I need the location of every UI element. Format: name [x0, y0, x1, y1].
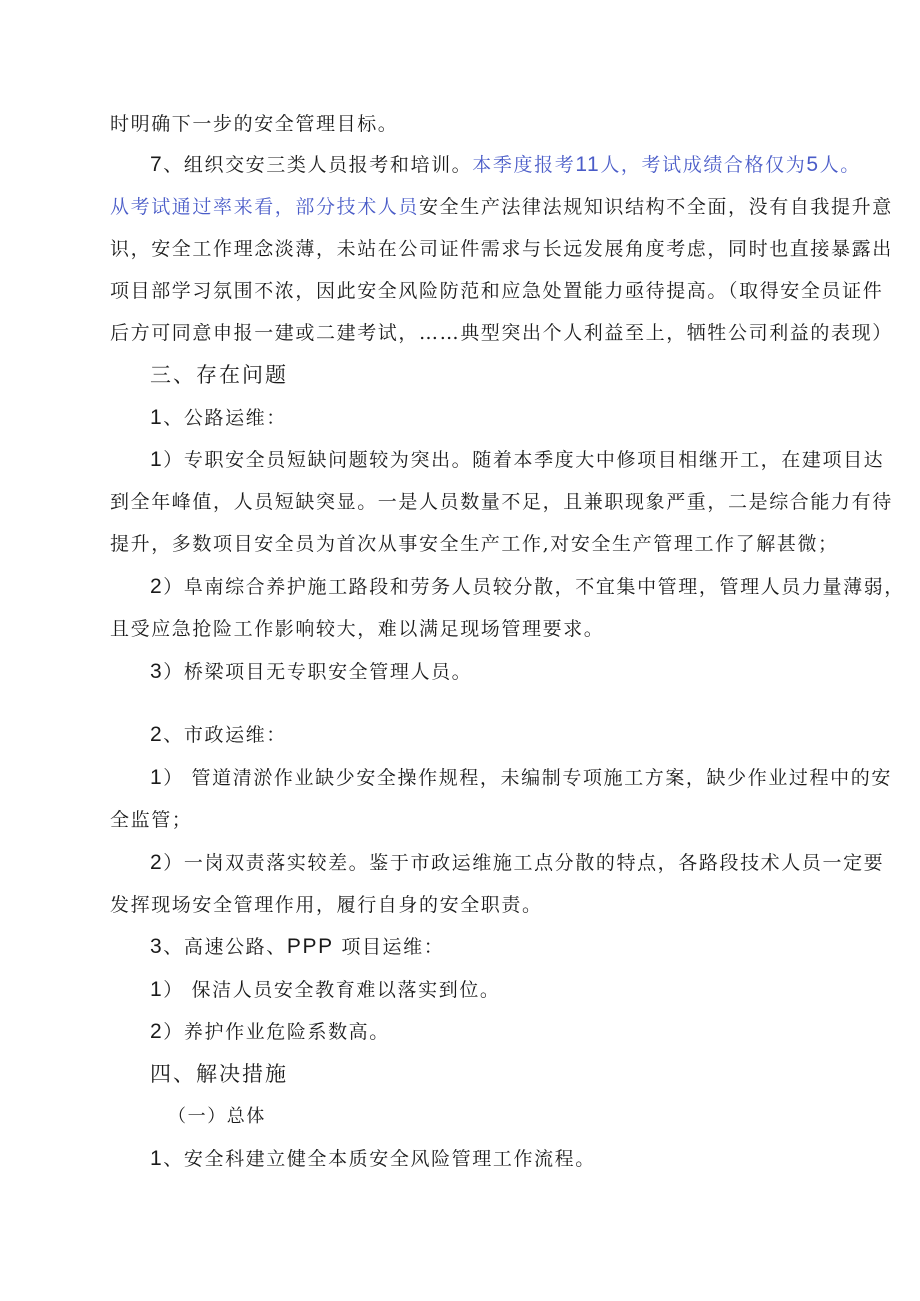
paragraph-item: 2）养护作业危险系数高。	[150, 1020, 390, 1043]
paragraph-line: 发挥现场安全管理作用，履行自身的安全职责。	[110, 894, 543, 916]
section-heading-4: 四、解决措施	[150, 1062, 288, 1086]
paragraph-item: 3）桥梁项目无专职安全管理人员。	[150, 660, 473, 683]
paragraph-line: 从考试通过率来看，部分技术人员安全生产法律法规知识结构不全面，没有自我提升意	[110, 196, 893, 218]
paragraph-item: 2）阜南综合养护施工路段和劳务人员较分散，不宜集中管理，管理人员力量薄弱，	[150, 575, 905, 598]
paragraph-item-7: 7、组织交安三类人员报考和培训。本季度报考11人，考试成绩合格仅为5人。	[150, 153, 861, 176]
paragraph-item: 1） 管道清淤作业缺少安全操作规程，未编制专项施工方案，缺少作业过程中的安	[150, 766, 892, 789]
paragraph-item: 1、安全科建立健全本质安全风险管理工作流程。	[150, 1147, 596, 1170]
section-heading-3: 三、存在问题	[150, 363, 288, 387]
subsection-heading: 3、高速公路、PPP 项目运维：	[150, 935, 445, 958]
paragraph-line: 提升，多数项目安全员为首次从事安全生产工作,对安全生产管理工作了解甚微；	[110, 533, 839, 555]
paragraph-line: 项目部学习氛围不浓，因此安全风险防范和应急处置能力亟待提高。（取得安全员证件	[110, 280, 884, 302]
paragraph-line: 全监管；	[110, 809, 193, 831]
paragraph-line: 到全年峰值，人员短缺突显。一是人员数量不足，且兼职现象严重，二是综合能力有待	[110, 491, 893, 513]
paragraph-item: 1） 保洁人员安全教育难以落实到位。	[150, 978, 501, 1001]
subsection-heading: （一）总体	[168, 1106, 266, 1127]
paragraph-line: 识，安全工作理念淡薄，未站在公司证件需求与长远发展角度考虑，同时也直接暴露出	[110, 238, 893, 260]
paragraph-line: 后方可同意申报一建或二建考试，……典型突出个人利益至上，牺牲公司利益的表现）	[110, 322, 893, 344]
paragraph-item: 2）一岗双责落实较差。鉴于市政运维施工点分散的特点，各路段技术人员一定要	[150, 851, 885, 874]
paragraph-line: 且受应急抢险工作影响较大，难以满足现场管理要求。	[110, 618, 605, 640]
subsection-heading: 2、市政运维：	[150, 723, 287, 746]
paragraph-item: 1）专职安全员短缺问题较为突出。随着本季度大中修项目相继开工，在建项目达	[150, 448, 885, 471]
subsection-heading: 1、公路运维：	[150, 406, 287, 429]
paragraph-line: 时明确下一步的安全管理目标。	[110, 113, 399, 135]
